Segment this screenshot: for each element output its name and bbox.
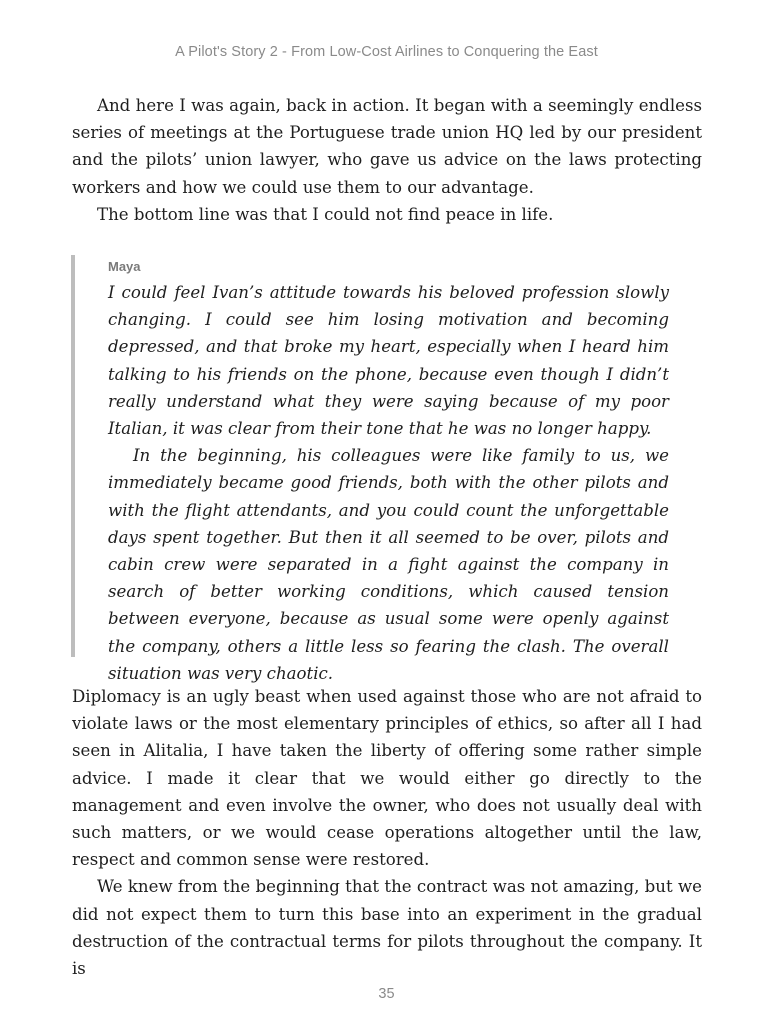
quote-text xyxy=(108,279,669,687)
paragraph: And here I was again, back in action. It began with a seemingly endless series of meetings at the Portuguese trade union HQ led by our president and the pilots’ union lawyer, who gave us advice on the laws protecting workers and how we could use them to our advantage. xyxy=(72,96,702,197)
intro-text-block xyxy=(72,92,702,228)
page-number: 35 xyxy=(378,986,395,1002)
quote-paragraph: In the beginning, his colleagues were like family to us, we immediately became good friends, both with the other pilots and with the flight attendants, and you could count the unforgettable days spent together. But then it all seemed to be over, pilots and cabin crew were separated in a fight against the company in search of better working conditions, which caused tension between everyone, because as usual some were openly against the company, others a little less so fearing the clash. The overall situation was very chaotic. xyxy=(108,446,669,683)
continuation-text-block xyxy=(72,683,702,982)
paragraph: Diplomacy is an ugly beast when used against those who are not afraid to violate laws or the most elementary principles of ethics, so after all I had seen in Alitalia, I have taken the liberty of offering some rather simple advice. I made it clear that we would either go directly to the management and even involve the owner, who does not usually deal with such matters, or we would cease operations altogether until the law, respect and common sense were restored. xyxy=(72,687,702,870)
quote-speaker-label: Maya xyxy=(108,259,141,274)
running-header-title: A Pilot's Story 2 - From Low-Cost Airlines to Conquering the East xyxy=(175,44,598,60)
paragraph: We knew from the beginning that the contract was not amazing, but we did not expect them to turn this base into an experiment in the gradual destruction of the contractual terms for pilots throughout the company. It is xyxy=(72,877,702,979)
quote-paragraph: I could feel Ivan’s attitude towards his beloved profession slowly changing. I could see him losing motivation and becoming depressed, and that broke my heart, especially when I heard him talking to his friends on the phone, because even though I didn’t really understand what they were saying because of my poor Italian, it was clear from their tone that he was no longer happy. xyxy=(108,283,669,439)
paragraph: The bottom line was that I could not find peace in life. xyxy=(97,204,554,224)
quote-block xyxy=(71,255,669,683)
